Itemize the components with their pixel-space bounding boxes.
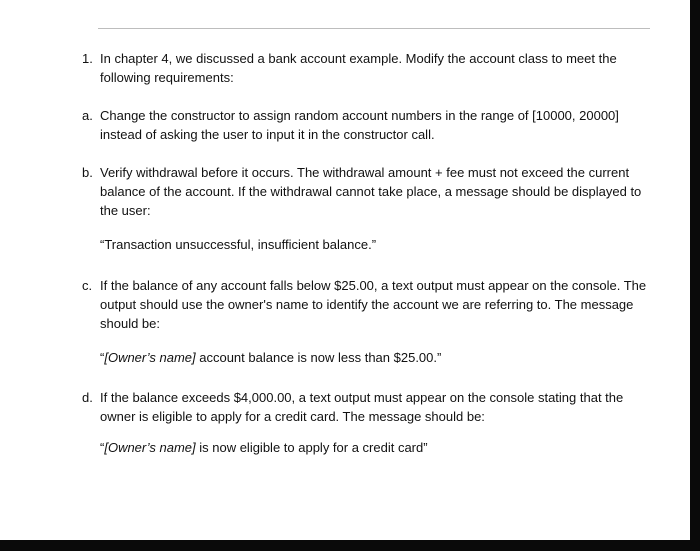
requirement-text: If the balance of any account falls below $25.00, a text output must appear on the console. The output should use the owner's name to identify the account we are referring to. The message should be:: [100, 278, 647, 331]
right-border: [690, 0, 700, 551]
requirement-marker: d.: [82, 390, 93, 405]
question-text: In chapter 4, we discussed a bank account example. Modify the account class to meet the following requirements:: [100, 51, 617, 85]
requirement-marker: b.: [82, 165, 93, 180]
quote-open: “: [100, 350, 105, 365]
quote-rest: account balance is now less than $25.00.”: [195, 350, 442, 365]
owner-name-placeholder: [Owner’s name]: [104, 350, 196, 365]
bottom-border: [0, 540, 700, 551]
requirement-marker: a.: [82, 108, 93, 123]
requirement-marker: c.: [82, 278, 93, 293]
question-number: 1.: [82, 51, 93, 66]
top-rule: [98, 28, 650, 29]
message-quote: [100, 438, 655, 457]
owner-name-placeholder: [Owner’s name]: [104, 440, 196, 455]
message-quote: “Transaction unsuccessful, insufficient balance.”: [100, 237, 377, 252]
quote-open: “: [100, 440, 105, 455]
quote-rest: is now eligible to apply for a credit card”: [195, 440, 428, 455]
requirement-text: Change the constructor to assign random account numbers in the range of [10000, 20000] instead of asking the user to input it in the constructor call.: [100, 108, 619, 142]
requirement-text: If the balance exceeds $4,000.00, a text output must appear on the console stating that the owner is eligible to apply for a credit card. The message should be:: [100, 390, 624, 424]
requirement-text: Verify withdrawal before it occurs. The withdrawal amount + fee must not exceed the current balance of the account. If the withdrawal cannot take place, a message should be displayed to the user:: [100, 165, 642, 218]
message-quote: [100, 348, 655, 367]
